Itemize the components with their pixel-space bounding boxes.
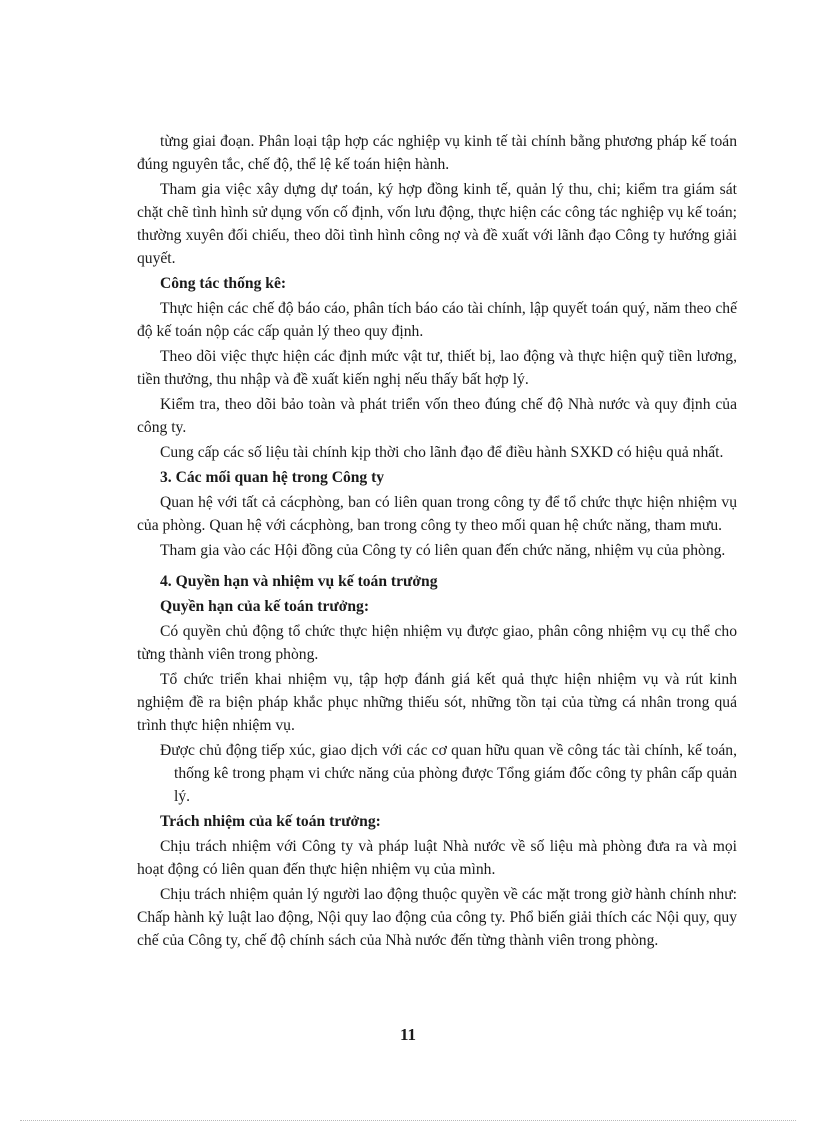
page-number: 11 <box>399 1025 417 1044</box>
paragraph: từng giai đoạn. Phân loại tập hợp các nghiệp vụ kinh tế tài chính bằng phương pháp kế toán đúng nguyên tắc, chế độ, thể lệ kế toán hiện hành. <box>137 133 737 173</box>
sub-heading: Quyền hạn của kế toán trưởng: <box>160 598 370 615</box>
paragraph: Theo dõi việc thực hiện các định mức vật tư, thiết bị, lao động và thực hiện quỹ tiền lương, tiền thưởng, thu nhập và đề xuất kiến nghị nếu thấy bất hợp lý. <box>137 348 737 388</box>
section-heading: Công tác thống kê: <box>160 275 287 292</box>
paragraph: Chịu trách nhiệm với Công ty và pháp luật Nhà nước về số liệu mà phòng đưa ra và mọi hoạt động có liên quan đến thực hiện nhiệm vụ của mình. <box>137 838 737 878</box>
paragraph: Tham gia vào các Hội đồng của Công ty có liên quan đến chức năng, nhiệm vụ của phòng. <box>160 542 726 559</box>
paragraph-hanging: Được chủ động tiếp xúc, giao dịch với các cơ quan hữu quan về công tác tài chính, kế toán, thống kê trong phạm vi chức năng của phòng được Tổng giám đốc công ty phân cấp quản lý. <box>160 742 737 805</box>
paragraph: Tham gia việc xây dựng dự toán, ký hợp đồng kinh tế, quản lý thu, chi; kiểm tra giám sát chặt chẽ tình hình sử dụng vốn cố định, vốn lưu động, thực hiện các công tác nghiệp vụ kế toán; thường xuyên đối chiếu, theo dõi tình hình công nợ và đề xuất với lãnh đạo Công ty hướng giải quyết. <box>137 181 737 267</box>
section-heading: 3. Các mối quan hệ trong Công ty <box>160 469 385 486</box>
paragraph: Quan hệ với tất cả cácphòng, ban có liên quan trong công ty để tổ chức thực hiện nhiệm vụ của phòng. Quan hệ với cácphòng, ban trong công ty theo mối quan hệ chức năng, tham mưu. <box>137 494 737 534</box>
paragraph: Cung cấp các số liệu tài chính kịp thời cho lãnh đạo để điều hành SXKD có hiệu quả nhất. <box>160 444 724 461</box>
paragraph: Tổ chức triển khai nhiệm vụ, tập hợp đánh giá kết quả thực hiện nhiệm vụ và rút kinh nghiệm đề ra biện pháp khắc phục những thiếu sót, những tồn tại của từng cá nhân trong quá trình thực hiện nhiệm vụ. <box>137 671 737 734</box>
page-bottom-divider <box>20 1120 796 1121</box>
paragraph: Kiểm tra, theo dõi bảo toàn và phát triển vốn theo đúng chế độ Nhà nước và quy định của công ty. <box>137 396 737 436</box>
paragraph: Chịu trách nhiệm quản lý người lao động thuộc quyền về các mặt trong giờ hành chính như: Chấp hành kỷ luật lao động, Nội quy lao động của công ty. Phổ biến giải thích các Nội quy, quy chế của Công ty, chế độ chính sách của Nhà nước đến từng thành viên trong phòng. <box>137 886 737 949</box>
section-heading: 4. Quyền hạn và nhiệm vụ kế toán trưởng <box>160 573 438 590</box>
paragraph: Có quyền chủ động tổ chức thực hiện nhiệm vụ được giao, phân công nhiệm vụ cụ thể cho từng thành viên trong phòng. <box>137 623 737 663</box>
sub-heading: Trách nhiệm của kế toán trưởng: <box>160 813 381 830</box>
paragraph: Thực hiện các chế độ báo cáo, phân tích báo cáo tài chính, lập quyết toán quý, năm theo chế độ kế toán nộp các cấp quản lý theo quy định. <box>137 300 737 340</box>
document-body <box>137 130 737 954</box>
